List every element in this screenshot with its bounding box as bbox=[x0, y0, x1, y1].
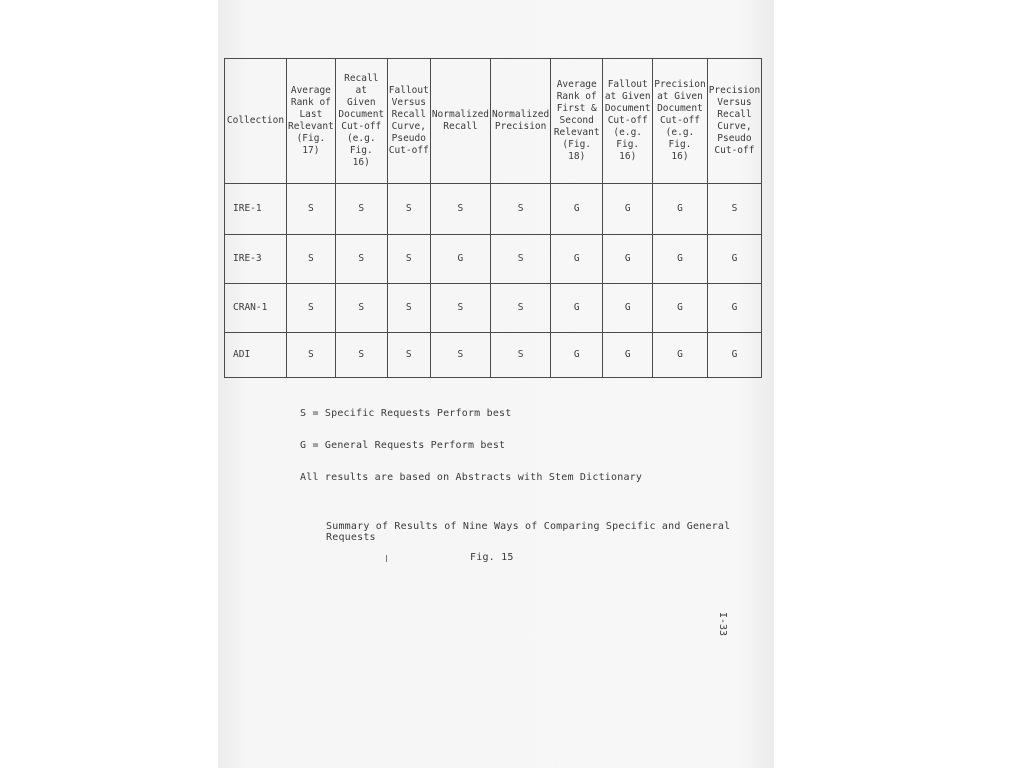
result-cell: G bbox=[551, 235, 603, 284]
result-cell: S bbox=[387, 184, 430, 235]
collection-cell: IRE-1 bbox=[225, 184, 287, 235]
header-avg-rank-first-second: Average Rank of First & Second Relevant (Fig. 18) bbox=[551, 59, 603, 184]
header-recall-cutoff: Recall at Given Document Cut-off (e.g. Fig. 16) bbox=[335, 59, 387, 184]
result-cell: S bbox=[287, 184, 336, 235]
result-cell: G bbox=[707, 284, 761, 333]
result-cell: S bbox=[287, 284, 336, 333]
results-table bbox=[224, 58, 762, 378]
legend-note: All results are based on Abstracts with Stem Dictionary bbox=[300, 472, 643, 483]
result-cell: G bbox=[603, 333, 653, 378]
scanned-page bbox=[218, 0, 774, 768]
result-cell: G bbox=[653, 184, 707, 235]
result-cell: G bbox=[430, 235, 490, 284]
result-cell: S bbox=[387, 284, 430, 333]
result-cell: S bbox=[491, 235, 551, 284]
result-cell: S bbox=[430, 284, 490, 333]
table-row bbox=[225, 284, 762, 333]
result-cell: G bbox=[551, 333, 603, 378]
header-precision-cutoff: Precision at Given Document Cut-off (e.g. Fig. 16) bbox=[653, 59, 707, 184]
collection-cell: ADI bbox=[225, 333, 287, 378]
result-cell: S bbox=[430, 333, 490, 378]
result-cell: G bbox=[707, 333, 761, 378]
result-cell: S bbox=[387, 235, 430, 284]
collection-cell: IRE-3 bbox=[225, 235, 287, 284]
header-fallout-recall: Fallout Versus Recall Curve, Pseudo Cut-off bbox=[387, 59, 430, 184]
stray-mark bbox=[386, 555, 387, 562]
table-row bbox=[225, 333, 762, 378]
result-cell: S bbox=[387, 333, 430, 378]
collection-cell: CRAN-1 bbox=[225, 284, 287, 333]
result-cell: G bbox=[603, 284, 653, 333]
result-cell: S bbox=[335, 333, 387, 378]
result-cell: S bbox=[430, 184, 490, 235]
result-cell: S bbox=[287, 333, 336, 378]
result-cell: S bbox=[335, 284, 387, 333]
result-cell: G bbox=[707, 235, 761, 284]
table-row bbox=[225, 235, 762, 284]
legend-specific: S = Specific Requests Perform best bbox=[300, 408, 512, 419]
result-cell: G bbox=[603, 235, 653, 284]
header-normalized-recall: Normalized Recall bbox=[430, 59, 490, 184]
result-cell: S bbox=[335, 235, 387, 284]
legend-general: G = General Requests Perform best bbox=[300, 440, 506, 451]
result-cell: G bbox=[653, 333, 707, 378]
page-number: I-33 bbox=[717, 612, 728, 637]
table-row bbox=[225, 184, 762, 235]
result-cell: G bbox=[603, 184, 653, 235]
result-cell: G bbox=[653, 284, 707, 333]
result-cell: S bbox=[491, 333, 551, 378]
header-fallout-cutoff: Fallout at Given Document Cut-off (e.g. Fig. 16) bbox=[603, 59, 653, 184]
figure-number: Fig. 15 bbox=[470, 552, 514, 563]
result-cell: G bbox=[653, 235, 707, 284]
result-cell: G bbox=[551, 184, 603, 235]
result-cell: S bbox=[287, 235, 336, 284]
result-cell: S bbox=[707, 184, 761, 235]
header-normalized-precision: Normalized Precision bbox=[491, 59, 551, 184]
result-cell: G bbox=[551, 284, 603, 333]
result-cell: S bbox=[491, 184, 551, 235]
table-header-row bbox=[225, 59, 762, 184]
header-precision-recall: Precision Versus Recall Curve, Pseudo Cut-off bbox=[707, 59, 761, 184]
result-cell: S bbox=[335, 184, 387, 235]
header-avg-rank-last: Average Rank of Last Relevant (Fig. 17) bbox=[287, 59, 336, 184]
figure-caption-title: Summary of Results of Nine Ways of Comparing Specific and General Requests bbox=[326, 521, 731, 543]
header-collection: Collection bbox=[225, 59, 287, 184]
result-cell: S bbox=[491, 284, 551, 333]
